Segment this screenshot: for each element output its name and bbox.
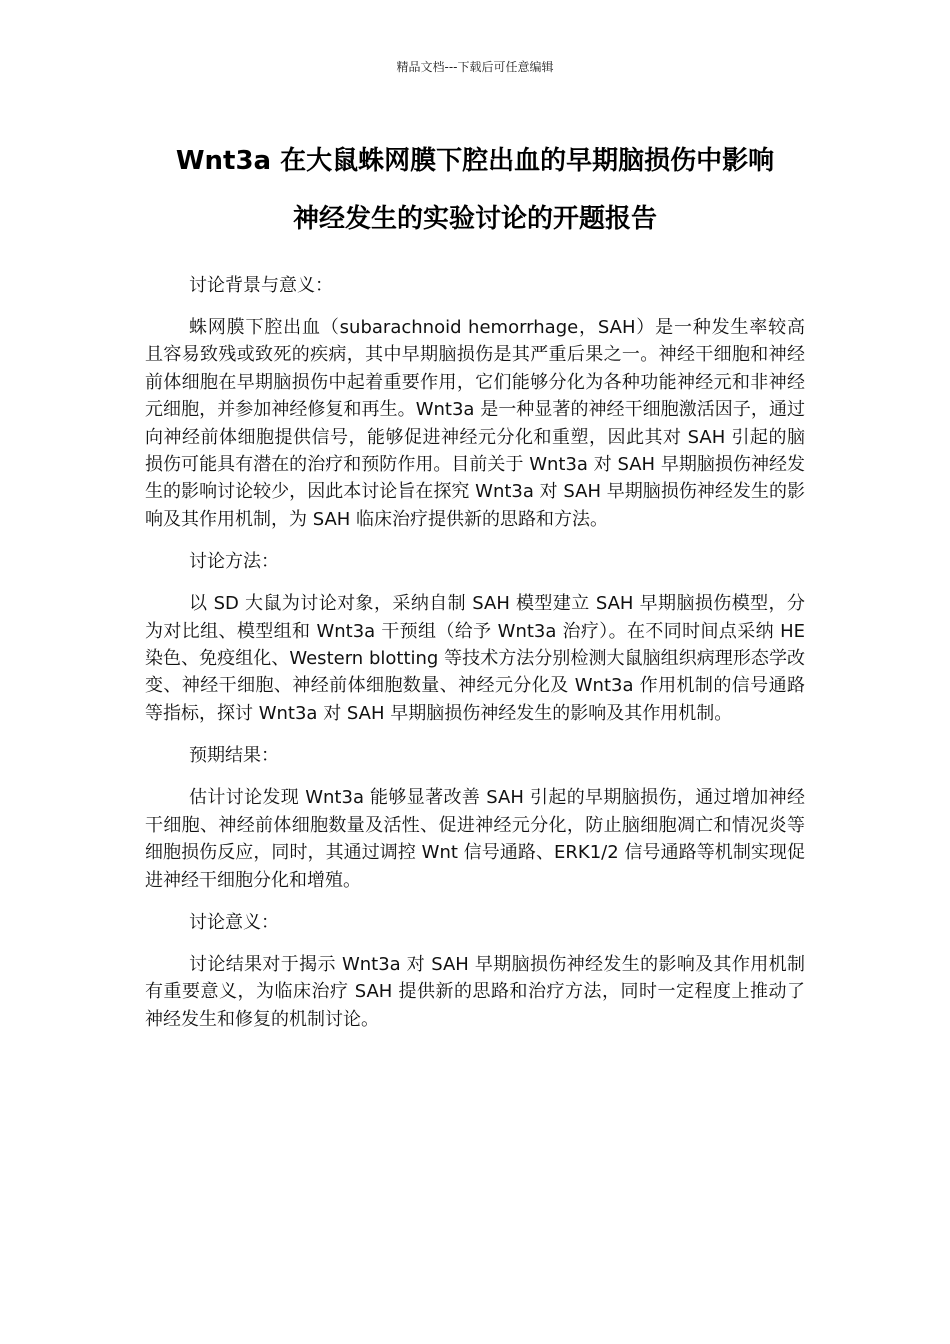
section-body-background: 蛛网膜下腔出血（subarachnoid hemorrhage，SAH）是一种发生率较高且容易致残或致死的疾病，其中早期脑损伤是其严重后果之一。神经干细胞和神经前体细胞在早期脑损伤中起着重要作用，它们能够分化为各种功能神经元和非神经元细胞，并参加神经修复和再生。Wnt3a 是一种显著的神经干细胞激活因子，通过向神经前体细胞提供信号，能够促进神经元分化和重塑，因此其对 SAH 引起的脑损伤可能具有潜在的治疗和预防作用。目前关于 Wnt3a 对 SAH 早期脑损伤神经发生的影响讨论较少，因此本讨论旨在探究 Wnt3a 对 SAH 早期脑损伤神经发生的影响及其作用机制，为 SAH 临床治疗提供新的思路和方法。 bbox=[145, 317, 805, 530]
document-body bbox=[145, 272, 805, 1048]
section-body-significance: 讨论结果对于揭示 Wnt3a 对 SAH 早期脑损伤神经发生的影响及其作用机制有重要意义，为临床治疗 SAH 提供新的思路和治疗方法，同时一定程度上推动了神经发生和修复的机制讨论。 bbox=[145, 953, 805, 1030]
section-heading-significance: 讨论意义： bbox=[189, 911, 279, 933]
title-line-2: 神经发生的实验讨论的开题报告 bbox=[292, 204, 657, 234]
header-note: 精品文档---下载后可任意编辑 bbox=[396, 60, 554, 74]
section-body-expected-results: 估计讨论发现 Wnt3a 能够显著改善 SAH 引起的早期脑损伤，通过增加神经干细胞、神经前体细胞数量及活性、促进神经元分化，防止脑细胞凋亡和情况炎等细胞损伤反应，同时，其通过调控 Wnt 信号通路、ERK1/2 信号通路等机制实现促进神经干细胞分化和增殖。 bbox=[145, 787, 805, 891]
section-body-methods: 以 SD 大鼠为讨论对象，采纳自制 SAH 模型建立 SAH 早期脑损伤模型，分为对比组、模型组和 Wnt3a 干预组（给予 Wnt3a 治疗）。在不同时间点采纳 HE 染色、免疫组化、Western blotting 等技术方法分别检测大鼠脑组织病理形态学改变、神经干细胞、神经前体细胞数量、神经元分化及 Wnt3a 作用机制的信号通路等指标，探讨 Wnt3a 对 SAH 早期脑损伤神经发生的影响及其作用机制。 bbox=[145, 593, 805, 724]
title-line-1: Wnt3a 在大鼠蛛网膜下腔出血的早期脑损伤中影响 bbox=[175, 146, 775, 176]
section-heading-background: 讨论背景与意义： bbox=[189, 275, 333, 296]
section-heading-methods: 讨论方法： bbox=[189, 551, 279, 573]
section-heading-expected-results: 预期结果： bbox=[189, 745, 279, 767]
